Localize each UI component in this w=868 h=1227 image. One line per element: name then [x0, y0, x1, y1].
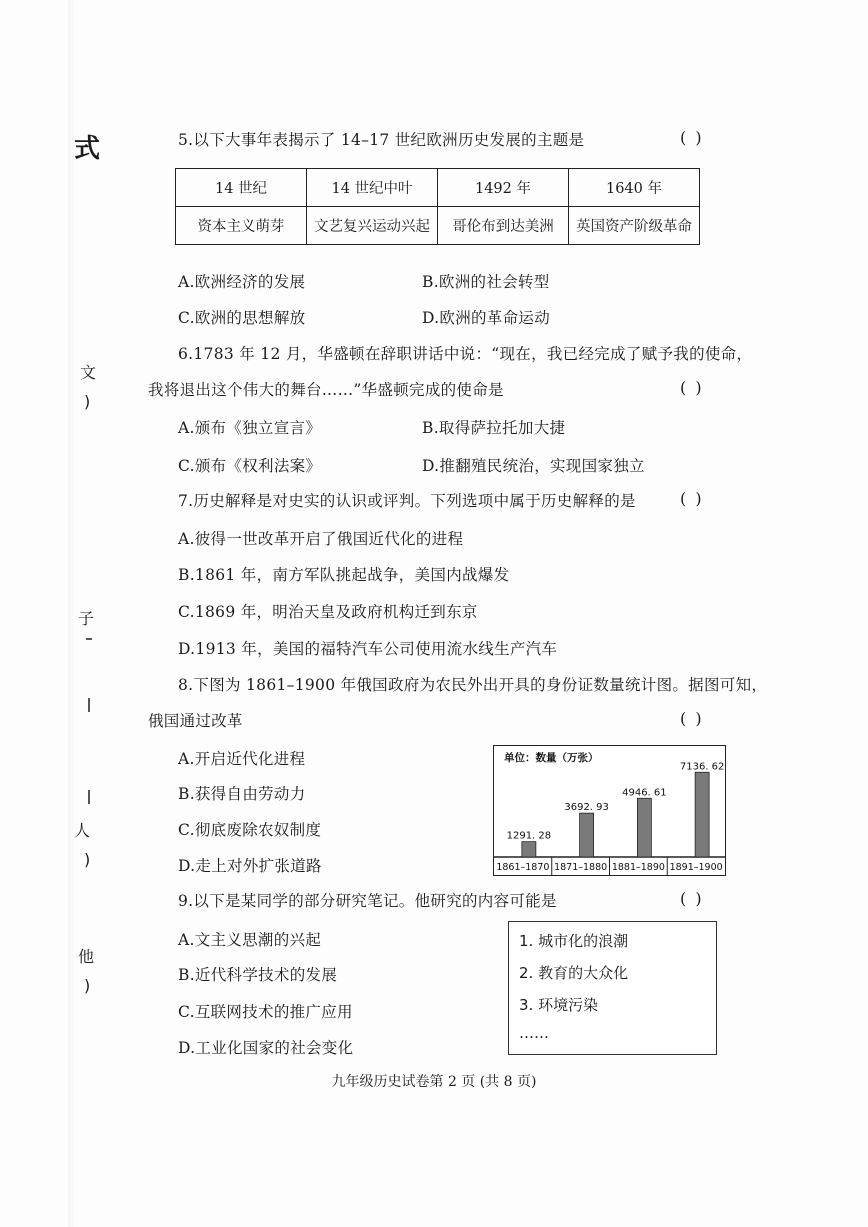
question-8-option-a[interactable]: A.开启近代化进程: [178, 750, 306, 768]
question-7-option-c[interactable]: C.1869 年，明治天皇及政府机构迁到东京: [178, 603, 478, 621]
question-6-stem-line-1: 6.1783 年 12 月，华盛顿在辞职讲话中说：“现在，我已经完成了赋予我的使命，: [178, 345, 753, 363]
chart-category-label: 1861–1870: [496, 862, 550, 873]
table-cell: 14 世纪: [176, 169, 307, 207]
question-9-option-b[interactable]: B.近代科学技术的发展: [178, 966, 338, 984]
question-8-option-b[interactable]: B.获得自由劳动力: [178, 785, 306, 803]
note-item: 2. 教育的大众化: [519, 964, 629, 982]
note-item: 1. 城市化的浪潮: [519, 932, 629, 950]
margin-fragment: [88, 698, 90, 712]
question-8-stem-line-1: 8.下图为 1861–1900 年俄国政府为农民外出开具的身份证数量统计图。据图可知，: [178, 676, 768, 694]
question-8-option-d[interactable]: D.走上对外扩张道路: [178, 857, 322, 875]
question-6-option-a[interactable]: A.颁布《独立宣言》: [178, 419, 322, 437]
question-9-option-d[interactable]: D.工业化国家的社会变化: [178, 1039, 354, 1057]
chart-title: 单位：数量（万张）: [504, 752, 599, 764]
margin-char-ta: 他: [78, 947, 95, 966]
id-card-bar-chart: [493, 745, 726, 876]
bar-chart-svg: [494, 746, 725, 875]
margin-paren: ): [84, 392, 91, 411]
question-5-option-c[interactable]: C.欧洲的思想解放: [178, 309, 306, 327]
question-6-stem-line-2: 我将退出这个伟大的舞台……”华盛顿完成的使命是: [148, 381, 504, 399]
table-cell: 英国资产阶级革命: [569, 207, 700, 245]
chart-category-label: 1891–1900: [669, 862, 723, 873]
chart-category-label: 1871–1880: [554, 862, 608, 873]
question-7-option-b[interactable]: B.1861 年，南方军队挑起战争，美国内战爆发: [178, 566, 510, 584]
chart-bar: [637, 798, 651, 857]
timeline-header-row: [176, 169, 700, 207]
table-cell: 14 世纪中叶: [307, 169, 438, 207]
question-7-option-a[interactable]: A.彼得一世改革开启了俄国近代化的进程: [178, 530, 464, 548]
question-7-stem: 7.历史解释是对史实的认识或评判。下列选项中属于历史解释的是: [178, 492, 636, 510]
margin-char-shi: 式: [74, 134, 101, 164]
question-5-stem: 5.以下大事年表揭示了 14–17 世纪欧洲历史发展的主题是: [178, 131, 585, 149]
margin-fragment: [86, 638, 92, 640]
note-item: ……: [519, 1024, 549, 1042]
question-8-option-c[interactable]: C.彻底废除农奴制度: [178, 821, 322, 839]
margin-char-ren: 人: [74, 821, 91, 840]
timeline-table: [175, 168, 700, 245]
chart-value-label: 3692. 93: [564, 802, 609, 814]
question-9-stem: 9.以下是某同学的部分研究笔记。他研究的内容可能是: [178, 892, 557, 910]
question-6-option-c[interactable]: C.颁布《权利法案》: [178, 457, 322, 475]
question-9-option-c[interactable]: C.互联网技术的推广应用: [178, 1003, 353, 1021]
question-5-option-d[interactable]: D.欧洲的革命运动: [422, 309, 551, 327]
question-8-answer-blank[interactable]: ( ): [680, 709, 704, 728]
question-8-stem-line-2: 俄国通过改革: [148, 712, 243, 730]
question-9-answer-blank[interactable]: ( ): [680, 889, 704, 908]
table-cell: 文艺复兴运动兴起: [307, 207, 438, 245]
timeline-event-row: [176, 207, 700, 245]
margin-char-wen: 文: [80, 363, 97, 382]
question-6-option-d[interactable]: D.推翻殖民统治，实现国家独立: [422, 457, 645, 475]
chart-bar: [695, 772, 709, 857]
table-cell: 1492 年: [438, 169, 569, 207]
note-item: 3. 环境污染: [519, 996, 599, 1014]
question-9-option-a[interactable]: A.文主义思潮的兴起: [178, 931, 322, 949]
question-6-option-b[interactable]: B.取得萨拉托加大捷: [422, 419, 566, 437]
chart-category-label: 1881–1890: [611, 862, 665, 873]
research-notes-box: [508, 921, 717, 1055]
question-5-option-b[interactable]: B.欧洲的社会转型: [422, 273, 550, 291]
question-7-answer-blank[interactable]: ( ): [680, 489, 704, 508]
margin-fragment: [88, 790, 90, 804]
question-5-answer-blank[interactable]: ( ): [680, 128, 704, 147]
question-6-answer-blank[interactable]: ( ): [680, 378, 704, 397]
question-5-option-a[interactable]: A.欧洲经济的发展: [178, 273, 306, 291]
table-cell: 资本主义萌芽: [176, 207, 307, 245]
margin-paren: ): [84, 850, 91, 869]
chart-value-label: 1291. 28: [506, 830, 552, 842]
chart-value-label: 4946. 61: [622, 787, 667, 799]
margin-char-zi: 子: [78, 609, 95, 628]
margin-paren: ): [84, 976, 91, 995]
table-cell: 1640 年: [569, 169, 700, 207]
chart-value-label: 7136. 62: [679, 761, 725, 773]
question-7-option-d[interactable]: D.1913 年，美国的福特汽车公司使用流水线生产汽车: [178, 640, 558, 658]
scan-edge: [68, 0, 74, 1227]
page-footer: 九年级历史试卷第 2 页 (共 8 页): [331, 1074, 537, 1090]
table-cell: 哥伦布到达美洲: [438, 207, 569, 245]
chart-bar: [522, 842, 536, 857]
chart-bar: [580, 813, 594, 857]
